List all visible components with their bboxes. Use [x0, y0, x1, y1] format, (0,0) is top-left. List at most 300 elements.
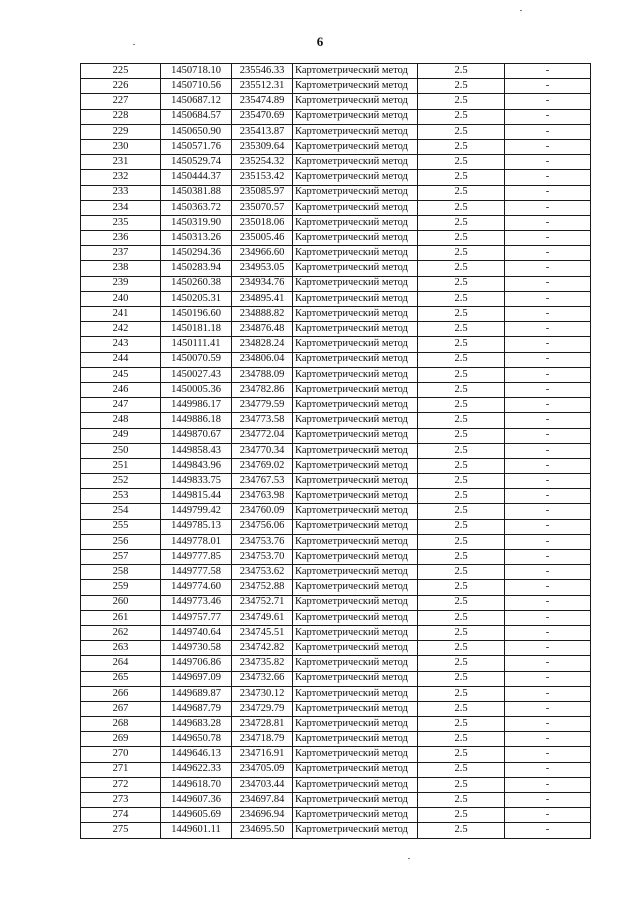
method-cell: Картометрический метод [293, 291, 418, 306]
y-coordinate-cell: 234769.02 [232, 458, 293, 473]
method-cell: Картометрический метод [293, 155, 418, 170]
x-coordinate-cell: 1449689.87 [161, 686, 232, 701]
point-number-cell: 249 [81, 428, 161, 443]
x-coordinate-cell: 1449601.11 [161, 823, 232, 838]
table-row [81, 139, 591, 154]
error-cell: 2.5 [418, 322, 505, 337]
point-number-cell: 265 [81, 671, 161, 686]
scan-speck [133, 44, 135, 45]
note-cell: - [505, 641, 591, 656]
note-cell: - [505, 519, 591, 534]
x-coordinate-cell: 1450381.88 [161, 185, 232, 200]
error-cell: 2.5 [418, 79, 505, 94]
y-coordinate-cell: 234770.34 [232, 443, 293, 458]
error-cell: 2.5 [418, 732, 505, 747]
method-cell: Картометрический метод [293, 185, 418, 200]
y-coordinate-cell: 234697.84 [232, 793, 293, 808]
table-row [81, 793, 591, 808]
method-cell: Картометрический метод [293, 322, 418, 337]
error-cell: 2.5 [418, 595, 505, 610]
note-cell: - [505, 474, 591, 489]
note-cell: - [505, 231, 591, 246]
x-coordinate-cell: 1450710.56 [161, 79, 232, 94]
note-cell: - [505, 398, 591, 413]
y-coordinate-cell: 235512.31 [232, 79, 293, 94]
point-number-cell: 272 [81, 777, 161, 792]
error-cell: 2.5 [418, 246, 505, 261]
x-coordinate-cell: 1449785.13 [161, 519, 232, 534]
y-coordinate-cell: 234696.94 [232, 808, 293, 823]
x-coordinate-cell: 1449777.85 [161, 550, 232, 565]
table-row [81, 747, 591, 762]
error-cell: 2.5 [418, 717, 505, 732]
table-row [81, 109, 591, 124]
table-row [81, 701, 591, 716]
note-cell: - [505, 550, 591, 565]
method-cell: Картометрический метод [293, 170, 418, 185]
x-coordinate-cell: 1449605.69 [161, 808, 232, 823]
error-cell: 2.5 [418, 504, 505, 519]
method-cell: Картометрический метод [293, 550, 418, 565]
point-number-cell: 264 [81, 656, 161, 671]
error-cell: 2.5 [418, 231, 505, 246]
point-number-cell: 244 [81, 352, 161, 367]
method-cell: Картометрический метод [293, 534, 418, 549]
note-cell: - [505, 777, 591, 792]
x-coordinate-cell: 1449886.18 [161, 413, 232, 428]
y-coordinate-cell: 234718.79 [232, 732, 293, 747]
note-cell: - [505, 625, 591, 640]
x-coordinate-cell: 1450363.72 [161, 200, 232, 215]
point-number-cell: 269 [81, 732, 161, 747]
table-row [81, 732, 591, 747]
note-cell: - [505, 246, 591, 261]
y-coordinate-cell: 234773.58 [232, 413, 293, 428]
method-cell: Картометрический метод [293, 489, 418, 504]
error-cell: 2.5 [418, 610, 505, 625]
error-cell: 2.5 [418, 793, 505, 808]
note-cell: - [505, 139, 591, 154]
error-cell: 2.5 [418, 534, 505, 549]
y-coordinate-cell: 234779.59 [232, 398, 293, 413]
coordinates-table [80, 63, 591, 839]
y-coordinate-cell: 234763.98 [232, 489, 293, 504]
error-cell: 2.5 [418, 276, 505, 291]
y-coordinate-cell: 234745.51 [232, 625, 293, 640]
point-number-cell: 245 [81, 367, 161, 382]
point-number-cell: 234 [81, 200, 161, 215]
error-cell: 2.5 [418, 443, 505, 458]
x-coordinate-cell: 1450260.38 [161, 276, 232, 291]
error-cell: 2.5 [418, 337, 505, 352]
x-coordinate-cell: 1450313.26 [161, 231, 232, 246]
x-coordinate-cell: 1449815.44 [161, 489, 232, 504]
note-cell: - [505, 155, 591, 170]
method-cell: Картометрический метод [293, 762, 418, 777]
y-coordinate-cell: 234749.61 [232, 610, 293, 625]
method-cell: Картометрический метод [293, 458, 418, 473]
error-cell: 2.5 [418, 580, 505, 595]
point-number-cell: 239 [81, 276, 161, 291]
y-coordinate-cell: 234760.09 [232, 504, 293, 519]
error-cell: 2.5 [418, 625, 505, 640]
point-number-cell: 266 [81, 686, 161, 701]
error-cell: 2.5 [418, 550, 505, 565]
x-coordinate-cell: 1449858.43 [161, 443, 232, 458]
y-coordinate-cell: 234966.60 [232, 246, 293, 261]
y-coordinate-cell: 234729.79 [232, 701, 293, 716]
y-coordinate-cell: 235070.57 [232, 200, 293, 215]
y-coordinate-cell: 235474.89 [232, 94, 293, 109]
method-cell: Картометрический метод [293, 382, 418, 397]
method-cell: Картометрический метод [293, 246, 418, 261]
point-number-cell: 231 [81, 155, 161, 170]
table-row [81, 808, 591, 823]
point-number-cell: 273 [81, 793, 161, 808]
page-number: 6 [316, 34, 324, 49]
note-cell: - [505, 686, 591, 701]
method-cell: Картометрический метод [293, 109, 418, 124]
method-cell: Картометрический метод [293, 200, 418, 215]
method-cell: Картометрический метод [293, 139, 418, 154]
point-number-cell: 263 [81, 641, 161, 656]
x-coordinate-cell: 1450571.76 [161, 139, 232, 154]
table-row [81, 656, 591, 671]
table-row [81, 519, 591, 534]
y-coordinate-cell: 234695.50 [232, 823, 293, 838]
x-coordinate-cell: 1450650.90 [161, 124, 232, 139]
note-cell: - [505, 823, 591, 838]
point-number-cell: 236 [81, 231, 161, 246]
point-number-cell: 232 [81, 170, 161, 185]
table-row [81, 762, 591, 777]
table-row [81, 155, 591, 170]
table-row [81, 307, 591, 322]
point-number-cell: 248 [81, 413, 161, 428]
y-coordinate-cell: 234876.48 [232, 322, 293, 337]
note-cell: - [505, 565, 591, 580]
method-cell: Картометрический метод [293, 823, 418, 838]
x-coordinate-cell: 1449646.13 [161, 747, 232, 762]
table-row [81, 686, 591, 701]
point-number-cell: 268 [81, 717, 161, 732]
point-number-cell: 256 [81, 534, 161, 549]
error-cell: 2.5 [418, 808, 505, 823]
x-coordinate-cell: 1449778.01 [161, 534, 232, 549]
table-row [81, 246, 591, 261]
table-row [81, 671, 591, 686]
table-row [81, 124, 591, 139]
method-cell: Картометрический метод [293, 64, 418, 79]
y-coordinate-cell: 234732.66 [232, 671, 293, 686]
error-cell: 2.5 [418, 261, 505, 276]
table-row [81, 823, 591, 838]
y-coordinate-cell: 234735.82 [232, 656, 293, 671]
error-cell: 2.5 [418, 519, 505, 534]
table-row [81, 625, 591, 640]
note-cell: - [505, 732, 591, 747]
error-cell: 2.5 [418, 565, 505, 580]
error-cell: 2.5 [418, 170, 505, 185]
error-cell: 2.5 [418, 215, 505, 230]
x-coordinate-cell: 1449706.86 [161, 656, 232, 671]
error-cell: 2.5 [418, 747, 505, 762]
method-cell: Картометрический метод [293, 367, 418, 382]
point-number-cell: 235 [81, 215, 161, 230]
error-cell: 2.5 [418, 458, 505, 473]
point-number-cell: 226 [81, 79, 161, 94]
point-number-cell: 227 [81, 94, 161, 109]
x-coordinate-cell: 1450529.74 [161, 155, 232, 170]
error-cell: 2.5 [418, 474, 505, 489]
note-cell: - [505, 458, 591, 473]
error-cell: 2.5 [418, 367, 505, 382]
y-coordinate-cell: 235018.06 [232, 215, 293, 230]
point-number-cell: 267 [81, 701, 161, 716]
y-coordinate-cell: 234934.76 [232, 276, 293, 291]
point-number-cell: 225 [81, 64, 161, 79]
error-cell: 2.5 [418, 413, 505, 428]
x-coordinate-cell: 1449833.75 [161, 474, 232, 489]
method-cell: Картометрический метод [293, 337, 418, 352]
note-cell: - [505, 595, 591, 610]
note-cell: - [505, 808, 591, 823]
method-cell: Картометрический метод [293, 398, 418, 413]
table-row [81, 367, 591, 382]
note-cell: - [505, 337, 591, 352]
method-cell: Картометрический метод [293, 276, 418, 291]
x-coordinate-cell: 1449687.79 [161, 701, 232, 716]
method-cell: Картометрический метод [293, 793, 418, 808]
point-number-cell: 260 [81, 595, 161, 610]
note-cell: - [505, 793, 591, 808]
x-coordinate-cell: 1449773.46 [161, 595, 232, 610]
error-cell: 2.5 [418, 155, 505, 170]
error-cell: 2.5 [418, 656, 505, 671]
note-cell: - [505, 580, 591, 595]
x-coordinate-cell: 1450111.41 [161, 337, 232, 352]
x-coordinate-cell: 1449799.42 [161, 504, 232, 519]
point-number-cell: 250 [81, 443, 161, 458]
table-row [81, 291, 591, 306]
error-cell: 2.5 [418, 352, 505, 367]
method-cell: Картометрический метод [293, 413, 418, 428]
note-cell: - [505, 504, 591, 519]
y-coordinate-cell: 235254.32 [232, 155, 293, 170]
x-coordinate-cell: 1450070.59 [161, 352, 232, 367]
y-coordinate-cell: 234705.09 [232, 762, 293, 777]
table-row [81, 200, 591, 215]
y-coordinate-cell: 235470.69 [232, 109, 293, 124]
point-number-cell: 257 [81, 550, 161, 565]
table-row [81, 504, 591, 519]
x-coordinate-cell: 1450283.94 [161, 261, 232, 276]
table-row [81, 489, 591, 504]
y-coordinate-cell: 235085.97 [232, 185, 293, 200]
method-cell: Картометрический метод [293, 686, 418, 701]
table-row [81, 170, 591, 185]
method-cell: Картометрический метод [293, 307, 418, 322]
point-number-cell: 228 [81, 109, 161, 124]
point-number-cell: 246 [81, 382, 161, 397]
table-row [81, 352, 591, 367]
note-cell: - [505, 79, 591, 94]
table-row [81, 595, 591, 610]
note-cell: - [505, 276, 591, 291]
point-number-cell: 252 [81, 474, 161, 489]
x-coordinate-cell: 1449986.17 [161, 398, 232, 413]
error-cell: 2.5 [418, 200, 505, 215]
x-coordinate-cell: 1449730.58 [161, 641, 232, 656]
y-coordinate-cell: 234753.62 [232, 565, 293, 580]
y-coordinate-cell: 235153.42 [232, 170, 293, 185]
x-coordinate-cell: 1450205.31 [161, 291, 232, 306]
point-number-cell: 261 [81, 610, 161, 625]
point-number-cell: 262 [81, 625, 161, 640]
table-row [81, 64, 591, 79]
method-cell: Картометрический метод [293, 732, 418, 747]
note-cell: - [505, 94, 591, 109]
y-coordinate-cell: 234742.82 [232, 641, 293, 656]
method-cell: Картометрический метод [293, 261, 418, 276]
note-cell: - [505, 671, 591, 686]
note-cell: - [505, 489, 591, 504]
y-coordinate-cell: 234895.41 [232, 291, 293, 306]
table-row [81, 610, 591, 625]
point-number-cell: 259 [81, 580, 161, 595]
point-number-cell: 253 [81, 489, 161, 504]
error-cell: 2.5 [418, 428, 505, 443]
x-coordinate-cell: 1450687.12 [161, 94, 232, 109]
error-cell: 2.5 [418, 398, 505, 413]
method-cell: Картометрический метод [293, 231, 418, 246]
table-row [81, 565, 591, 580]
error-cell: 2.5 [418, 489, 505, 504]
y-coordinate-cell: 234703.44 [232, 777, 293, 792]
error-cell: 2.5 [418, 291, 505, 306]
table-row [81, 215, 591, 230]
table-row [81, 94, 591, 109]
point-number-cell: 247 [81, 398, 161, 413]
error-cell: 2.5 [418, 777, 505, 792]
table-row [81, 641, 591, 656]
table-row [81, 261, 591, 276]
note-cell: - [505, 200, 591, 215]
error-cell: 2.5 [418, 307, 505, 322]
x-coordinate-cell: 1449650.78 [161, 732, 232, 747]
point-number-cell: 258 [81, 565, 161, 580]
error-cell: 2.5 [418, 124, 505, 139]
y-coordinate-cell: 234767.53 [232, 474, 293, 489]
error-cell: 2.5 [418, 109, 505, 124]
method-cell: Картометрический метод [293, 443, 418, 458]
y-coordinate-cell: 234828.24 [232, 337, 293, 352]
y-coordinate-cell: 234730.12 [232, 686, 293, 701]
x-coordinate-cell: 1450294.36 [161, 246, 232, 261]
note-cell: - [505, 747, 591, 762]
note-cell: - [505, 64, 591, 79]
note-cell: - [505, 124, 591, 139]
method-cell: Картометрический метод [293, 519, 418, 534]
note-cell: - [505, 307, 591, 322]
x-coordinate-cell: 1450005.36 [161, 382, 232, 397]
x-coordinate-cell: 1450196.60 [161, 307, 232, 322]
table-row [81, 337, 591, 352]
method-cell: Картометрический метод [293, 656, 418, 671]
method-cell: Картометрический метод [293, 595, 418, 610]
error-cell: 2.5 [418, 139, 505, 154]
method-cell: Картометрический метод [293, 580, 418, 595]
method-cell: Картометрический метод [293, 352, 418, 367]
point-number-cell: 238 [81, 261, 161, 276]
y-coordinate-cell: 234728.81 [232, 717, 293, 732]
y-coordinate-cell: 234752.88 [232, 580, 293, 595]
point-number-cell: 242 [81, 322, 161, 337]
point-number-cell: 240 [81, 291, 161, 306]
error-cell: 2.5 [418, 185, 505, 200]
y-coordinate-cell: 234953.05 [232, 261, 293, 276]
method-cell: Картометрический метод [293, 701, 418, 716]
method-cell: Картометрический метод [293, 671, 418, 686]
point-number-cell: 237 [81, 246, 161, 261]
note-cell: - [505, 534, 591, 549]
scan-speck [408, 858, 410, 859]
table-row [81, 231, 591, 246]
note-cell: - [505, 109, 591, 124]
point-number-cell: 233 [81, 185, 161, 200]
x-coordinate-cell: 1449774.60 [161, 580, 232, 595]
point-number-cell: 241 [81, 307, 161, 322]
table-row [81, 382, 591, 397]
point-number-cell: 254 [81, 504, 161, 519]
table-row [81, 413, 591, 428]
y-coordinate-cell: 235546.33 [232, 64, 293, 79]
x-coordinate-cell: 1450684.57 [161, 109, 232, 124]
y-coordinate-cell: 234782.86 [232, 382, 293, 397]
y-coordinate-cell: 234753.70 [232, 550, 293, 565]
error-cell: 2.5 [418, 64, 505, 79]
x-coordinate-cell: 1449618.70 [161, 777, 232, 792]
y-coordinate-cell: 234756.06 [232, 519, 293, 534]
table-row [81, 777, 591, 792]
method-cell: Картометрический метод [293, 808, 418, 823]
point-number-cell: 271 [81, 762, 161, 777]
table-row [81, 474, 591, 489]
y-coordinate-cell: 234752.71 [232, 595, 293, 610]
point-number-cell: 243 [81, 337, 161, 352]
note-cell: - [505, 322, 591, 337]
x-coordinate-cell: 1449622.33 [161, 762, 232, 777]
table-row [81, 79, 591, 94]
y-coordinate-cell: 234753.76 [232, 534, 293, 549]
note-cell: - [505, 170, 591, 185]
method-cell: Картометрический метод [293, 641, 418, 656]
x-coordinate-cell: 1449870.67 [161, 428, 232, 443]
table-row [81, 185, 591, 200]
error-cell: 2.5 [418, 641, 505, 656]
table-row [81, 276, 591, 291]
table-row [81, 398, 591, 413]
error-cell: 2.5 [418, 762, 505, 777]
method-cell: Картометрический метод [293, 428, 418, 443]
coordinates-table-body [81, 64, 591, 839]
table-row [81, 534, 591, 549]
x-coordinate-cell: 1449740.64 [161, 625, 232, 640]
note-cell: - [505, 261, 591, 276]
error-cell: 2.5 [418, 671, 505, 686]
x-coordinate-cell: 1450181.18 [161, 322, 232, 337]
note-cell: - [505, 656, 591, 671]
